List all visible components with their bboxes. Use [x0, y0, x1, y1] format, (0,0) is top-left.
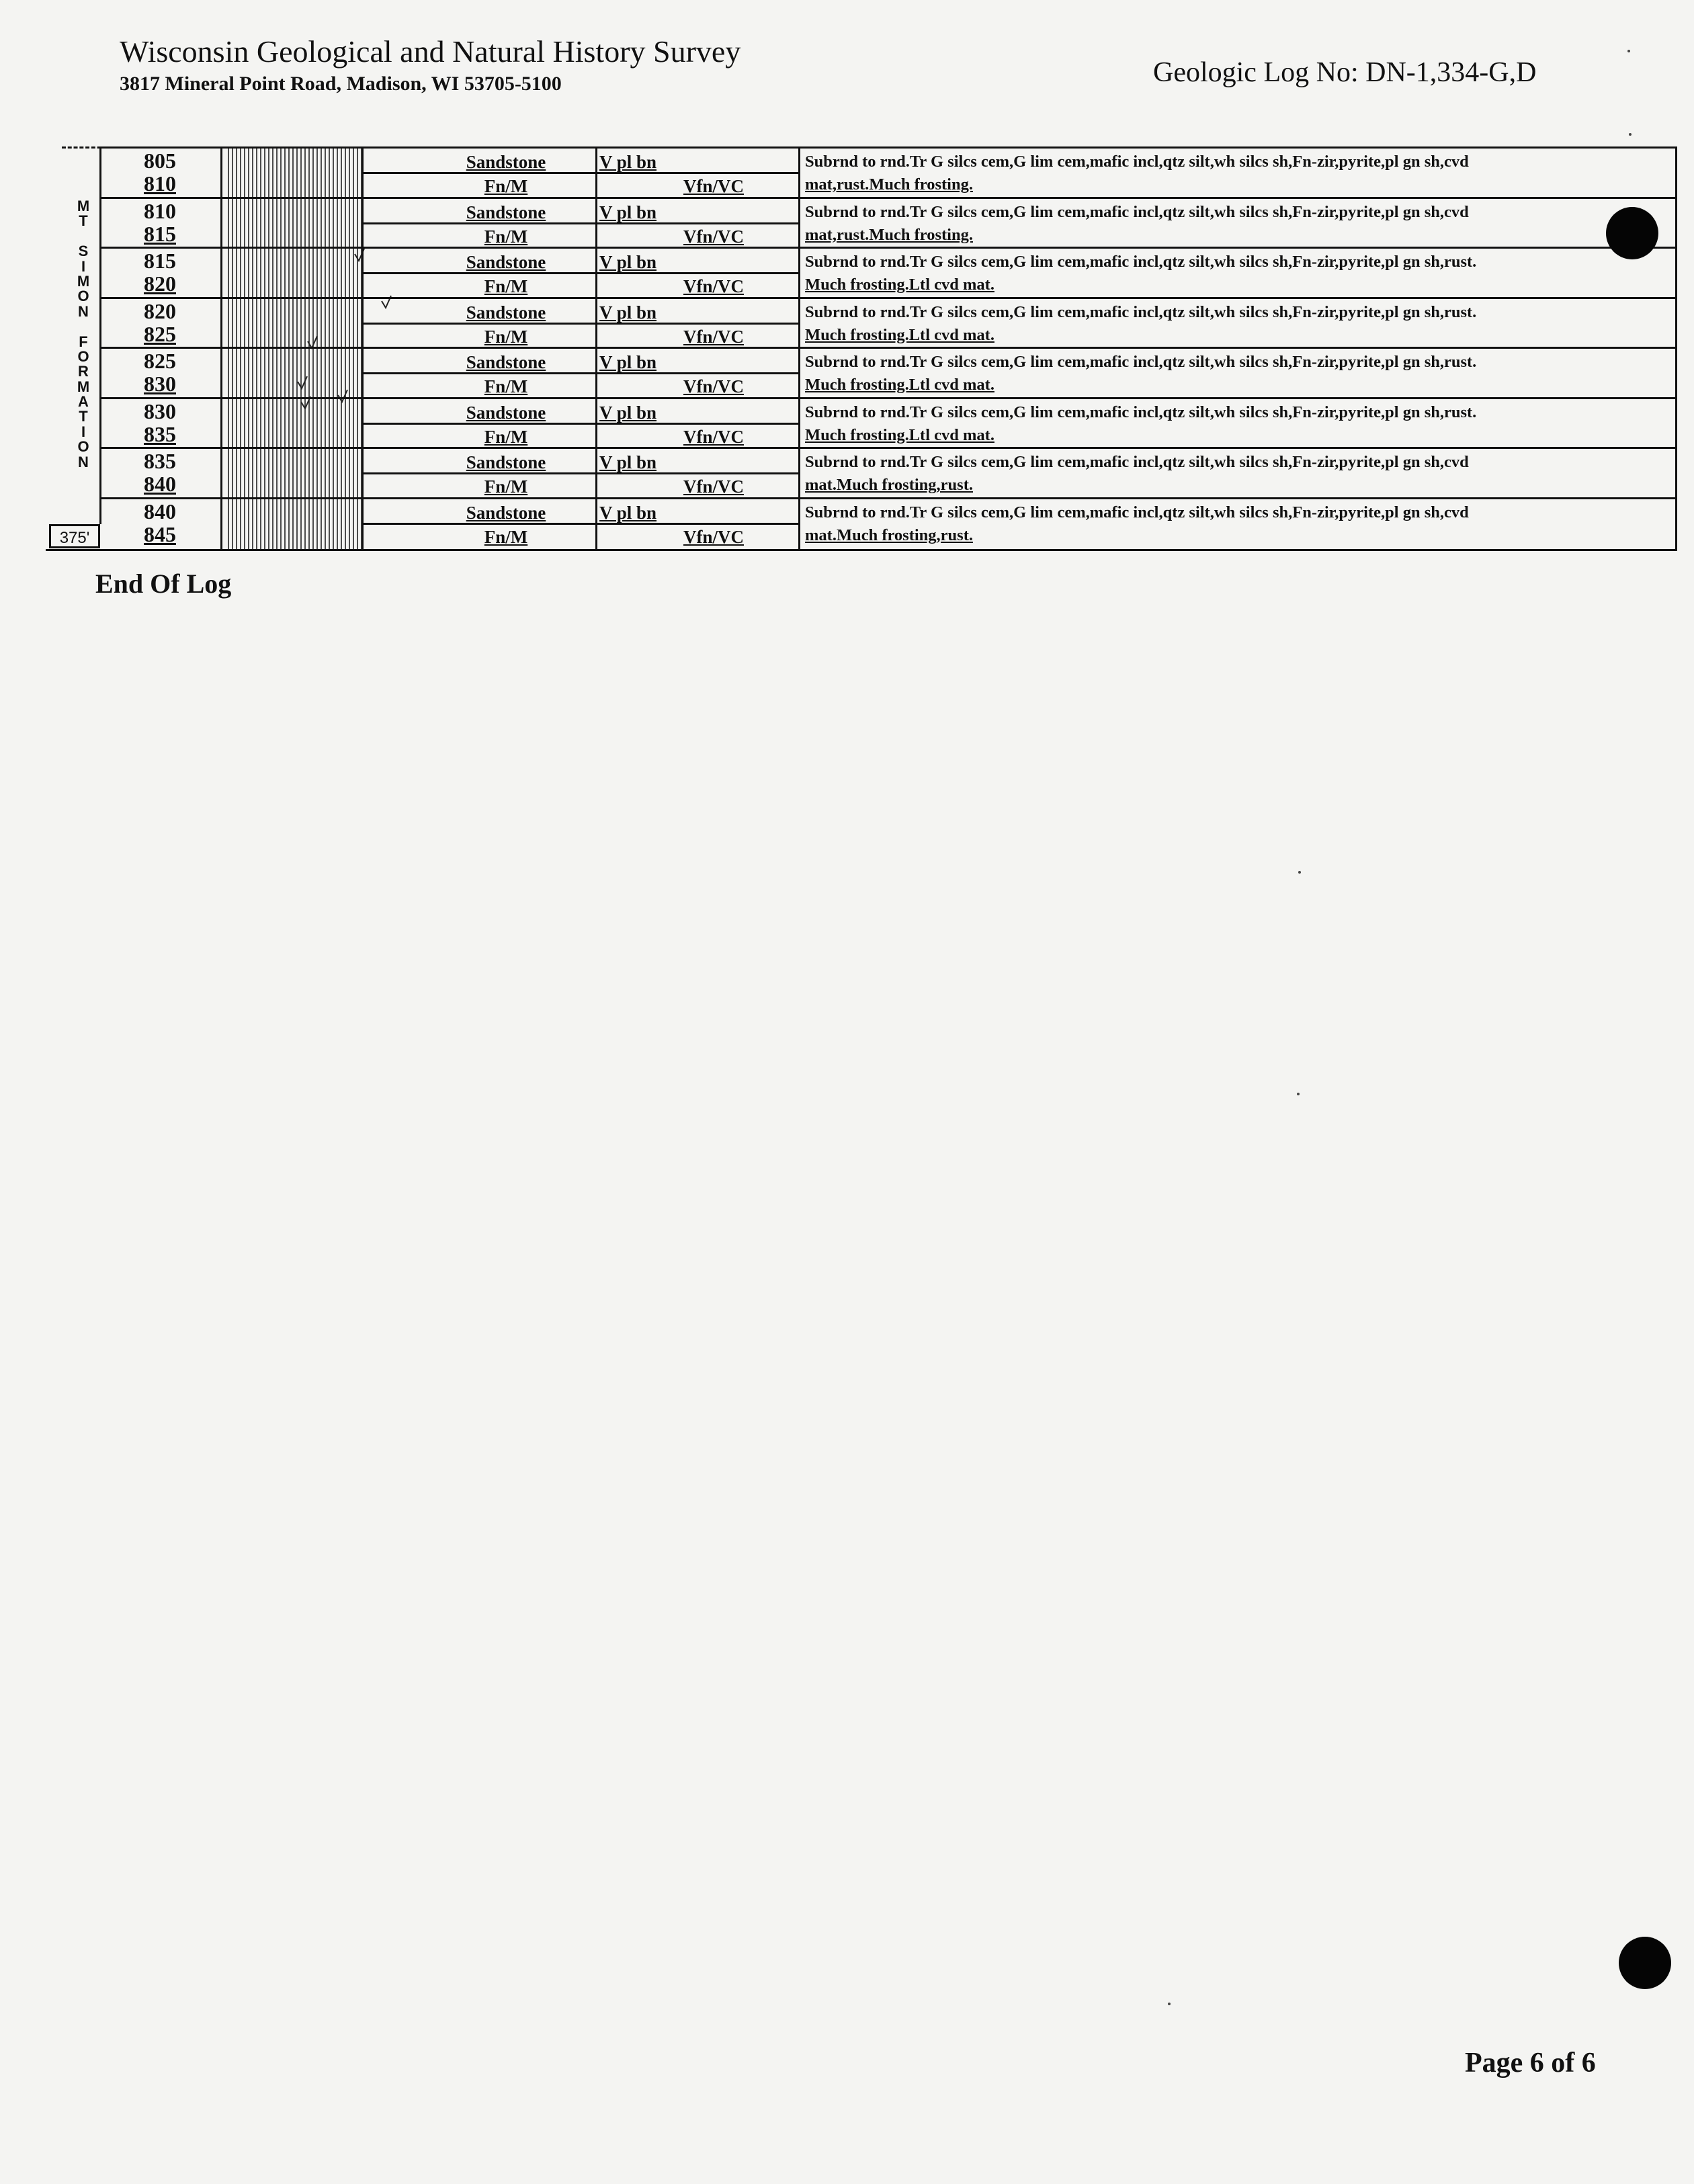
description-line: mat,rust.Much frosting. [805, 175, 973, 194]
formation-letter: O [77, 347, 89, 365]
lithology-description [805, 301, 1658, 347]
size-range: Vfn/VC [683, 476, 744, 497]
description-line: Much frosting.Ltl cvd mat. [805, 325, 994, 344]
depth-bottom: 820 [144, 271, 176, 296]
rock-type: Sandstone [466, 202, 546, 222]
depth-top: 830 [144, 398, 176, 423]
grain-size: Fn/M [484, 226, 528, 247]
depth-bottom: 830 [144, 372, 176, 396]
log-row [46, 197, 1677, 247]
rock-type: Sandstone [466, 452, 546, 472]
rock-type: Sandstone [466, 352, 546, 372]
log-row [46, 397, 1677, 448]
depth-top: 825 [144, 349, 176, 373]
rock-color: V pl bn [599, 302, 657, 323]
formation-letter: I [81, 257, 86, 275]
scan-speck [1298, 871, 1301, 874]
depth-bottom: 825 [144, 321, 176, 346]
depth-bottom: 845 [144, 521, 176, 546]
depth-top: 815 [144, 249, 176, 273]
depth-bottom: 810 [144, 171, 176, 196]
depth-top: 835 [144, 449, 176, 473]
rock-color: V pl bn [599, 152, 657, 172]
lithology-description [805, 501, 1658, 547]
size-range: Vfn/VC [683, 276, 744, 296]
grain-size: Fn/M [484, 326, 528, 347]
scan-speck [1168, 2003, 1171, 2005]
log-row [46, 146, 1677, 197]
punch-hole-icon [1606, 207, 1658, 259]
grain-size: Fn/M [484, 376, 528, 396]
depth-bottom: 840 [144, 472, 176, 496]
formation-letter: S [78, 243, 89, 260]
size-range: Vfn/VC [683, 426, 744, 447]
description-line: mat,rust.Much frosting. [805, 225, 973, 244]
lithology-description [805, 351, 1658, 396]
rock-color: V pl bn [599, 352, 657, 372]
formation-letter: T [79, 408, 88, 425]
rock-color: V pl bn [599, 452, 657, 472]
punch-hole-icon [1619, 1937, 1671, 1989]
rock-type: Sandstone [466, 402, 546, 423]
description-line: Subrnd to rnd.Tr G silcs cem,G lim cem,mafic incl,qtz silt,wh silcs sh,Fn-zir,pyrite,pl gn sh,cvd [805, 153, 1469, 171]
depth-top: 820 [144, 298, 176, 323]
description-line: Subrnd to rnd.Tr G silcs cem,G lim cem,mafic incl,qtz silt,wh silcs sh,Fn-zir,pyrite,pl gn sh,rust. [805, 253, 1477, 271]
description-line: Much frosting.Ltl cvd mat. [805, 276, 994, 294]
lithology-description [805, 251, 1658, 296]
formation-letter: A [78, 393, 89, 411]
formation-letter: R [78, 363, 89, 380]
formation-letter: M [77, 378, 90, 395]
formation-letter: F [79, 333, 88, 350]
scan-speck [1629, 133, 1632, 136]
description-line: Subrnd to rnd.Tr G silcs cem,G lim cem,mafic incl,qtz silt,wh silcs sh,Fn-zir,pyrite,pl gn sh,cvd [805, 453, 1469, 471]
lithology-description [805, 451, 1658, 497]
size-range: Vfn/VC [683, 326, 744, 347]
lithology-description [805, 401, 1658, 447]
formation-letter: M [77, 198, 90, 214]
grain-size: Fn/M [484, 426, 528, 447]
geologic-log-table [46, 146, 1677, 551]
description-line: Subrnd to rnd.Tr G silcs cem,G lim cem,mafic incl,qtz silt,wh silcs sh,Fn-zir,pyrite,pl gn sh,cvd [805, 202, 1469, 221]
grain-size: Fn/M [484, 276, 528, 296]
log-row [46, 497, 1677, 548]
formation-letter: O [77, 438, 89, 456]
rock-type: Sandstone [466, 502, 546, 523]
formation-letter: M [77, 272, 90, 290]
grain-size: Fn/M [484, 526, 528, 547]
size-range: Vfn/VC [683, 176, 744, 196]
rock-color: V pl bn [599, 502, 657, 523]
size-range: Vfn/VC [683, 376, 744, 396]
formation-letter: I [81, 423, 86, 440]
depth-top: 840 [144, 499, 176, 523]
grain-size: Fn/M [484, 176, 528, 196]
depth-bottom: 815 [144, 221, 176, 246]
page-number: Page 6 of 6 [1465, 2048, 1596, 2078]
geologic-log-number: Geologic Log No: DN-1,334-G,D [1153, 57, 1537, 88]
scan-speck [1297, 1093, 1300, 1095]
depth-top: 805 [144, 149, 176, 173]
lithology-description [805, 201, 1658, 247]
description-line: Subrnd to rnd.Tr G silcs cem,G lim cem,mafic incl,qtz silt,wh silcs sh,Fn-zir,pyrite,pl gn sh,rust. [805, 403, 1477, 421]
rock-type: Sandstone [466, 152, 546, 172]
description-line: Much frosting.Ltl cvd mat. [805, 376, 994, 394]
rock-color: V pl bn [599, 402, 657, 423]
description-line: Subrnd to rnd.Tr G silcs cem,G lim cem,mafic incl,qtz silt,wh silcs sh,Fn-zir,pyrite,pl gn sh,cvd [805, 503, 1469, 521]
formation-letter: N [78, 453, 89, 470]
formation-thickness: 375' [49, 524, 100, 548]
rock-color: V pl bn [599, 252, 657, 272]
description-line: Subrnd to rnd.Tr G silcs cem,G lim cem,mafic incl,qtz silt,wh silcs sh,Fn-zir,pyrite,pl gn sh,rust. [805, 353, 1477, 371]
survey-address: 3817 Mineral Point Road, Madison, WI 53705-5100 [120, 73, 562, 95]
log-row [46, 347, 1677, 397]
depth-bottom: 835 [144, 421, 176, 446]
survey-title: Wisconsin Geological and Natural History Survey [120, 34, 741, 69]
description-line: mat.Much frosting,rust. [805, 476, 973, 494]
description-line: Much frosting.Ltl cvd mat. [805, 425, 994, 444]
scan-speck [1627, 50, 1630, 52]
rock-type: Sandstone [466, 252, 546, 272]
size-range: Vfn/VC [683, 226, 744, 247]
description-line: mat.Much frosting,rust. [805, 526, 973, 544]
size-range: Vfn/VC [683, 526, 744, 547]
rock-type: Sandstone [466, 302, 546, 323]
formation-letter: T [79, 212, 88, 230]
log-row [46, 447, 1677, 497]
grain-size: Fn/M [484, 476, 528, 497]
formation-letter: O [77, 288, 89, 305]
end-of-log-text: End Of Log [95, 569, 232, 599]
log-row [46, 247, 1677, 297]
depth-top: 810 [144, 198, 176, 223]
lithology-description [805, 151, 1658, 196]
rock-color: V pl bn [599, 202, 657, 222]
log-row [46, 297, 1677, 350]
formation-letter: N [78, 302, 89, 320]
description-line: Subrnd to rnd.Tr G silcs cem,G lim cem,mafic incl,qtz silt,wh silcs sh,Fn-zir,pyrite,pl gn sh,rust. [805, 302, 1477, 321]
